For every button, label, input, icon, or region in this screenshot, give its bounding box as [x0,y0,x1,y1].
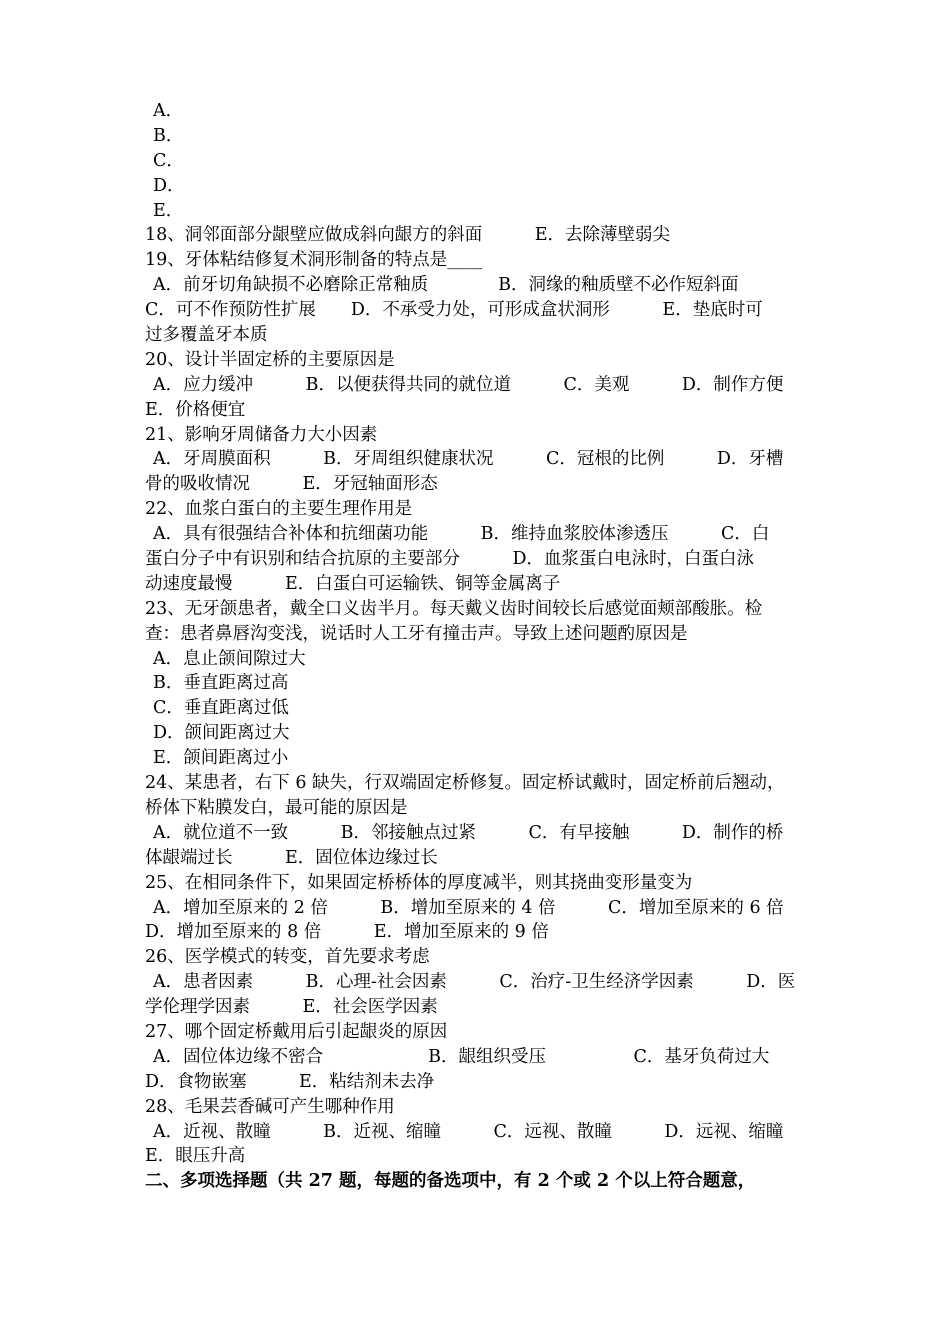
option-line: A．息止颌间隙过大 [153,648,306,669]
option-line: 动速度最慢 E．白蛋白可运输铁、铜等金属离子 [145,573,561,594]
question-19: 19、牙体粘结修复术洞形制备的特点是____ [145,250,483,271]
option-line: 骨的吸收情况 E．牙冠轴面形态 [145,474,438,495]
option-line: A． [153,101,184,121]
option-line: D．食物嵌塞 E．粘结剂未去净 [145,1071,435,1092]
option-line: A．就位道不一致 B．邻接触点过紧 C．有早接触 D．制作的桥 [153,822,784,843]
option-line: A．前牙切角缺损不必磨除正常釉质 B．洞缘的釉质壁不必作短斜面 [153,275,739,296]
option-line: E．价格便宜 [145,399,246,420]
option-line: A．牙周膜面积 B．牙周组织健康状况 C．冠根的比例 D．牙槽 [153,449,784,470]
question-23-cont: 查：患者鼻唇沟变浅，说话时人工牙有撞击声。导致上述问题酌原因是 [145,623,688,644]
option-line: C．垂直距离过低 [153,698,289,719]
option-line: C． [153,150,184,171]
option-line: E． [153,200,184,221]
option-line: E．眼压升高 [145,1146,246,1167]
option-line: D．颌间距离过大 [153,723,290,744]
question-25: 25、在相同条件下，如果固定桥桥体的厚度减半，则其挠曲变形量变为 [145,872,693,893]
option-line: A．应力缓冲 B．以便获得共同的就位道 C．美观 D．制作方便 [153,374,784,395]
option-line: 体龈端过长 E．固位体边缘过长 [145,847,438,868]
question-24: 24、某患者，右下 6 缺失，行双端固定桥修复。固定桥试戴时，固定桥前后翘动， [145,773,785,794]
question-20: 20、设计半固定桥的主要原因是 [145,349,395,370]
question-27: 27、哪个固定桥戴用后引起龈炎的原因 [145,1021,448,1042]
option-line: 过多覆盖牙本质 [145,325,268,346]
option-line: A．具有很强结合补体和抗细菌功能 B．维持血浆胶体渗透压 C．白 [153,524,770,545]
option-line: 学伦理学因素 E．社会医学因素 [145,997,438,1018]
section-heading: 二、多项选择题（共 27 题，每题的备选项中，有 2 个或 2 个以上符合题意， [145,1171,756,1192]
option-line: A．近视、散瞳 B．近视、缩瞳 C．远视、散瞳 D．远视、缩瞳 [153,1121,784,1142]
option-line: C．可不作预防性扩展 D．不承受力处，可形成盒状洞形 E．垫底时可 [145,300,763,321]
question-22: 22、血浆白蛋白的主要生理作用是 [145,499,413,520]
option-line: A．固位体边缘不密合 B．龈组织受压 C．基牙负荷过大 [153,1046,770,1067]
question-24-cont: 桥体下粘膜发白，最可能的原因是 [145,797,408,818]
option-line: E．颌间距离过小 [153,748,289,769]
option-line: B． [153,125,184,146]
option-line: D． [153,175,185,196]
document-page [145,99,825,1194]
question-28: 28、毛果芸香碱可产生哪种作用 [145,1096,395,1117]
option-line: A．增加至原来的 2 倍 B．增加至原来的 4 倍 C．增加至原来的 6 倍 [153,897,784,918]
question-18: 18、洞邻面部分龈壁应做成斜向龈方的斜面 E．去除薄壁弱尖 [145,225,671,246]
option-line: 蛋白分子中有识别和结合抗原的主要部分 D．血浆蛋白电泳时，白蛋白泳 [145,549,755,570]
question-23: 23、无牙颌患者，戴全口义齿半月。每天戴义齿时间较长后感觉面颊部酸胀。检 [145,598,763,619]
question-26: 26、医学模式的转变，首先要求考虑 [145,947,430,968]
option-line: A．患者因素 B．心理-社会因素 C．治疗-卫生经济学因素 D．医 [153,972,796,993]
option-line: B．垂直距离过高 [153,673,289,694]
question-21: 21、影响牙周储备力大小因素 [145,424,378,445]
option-line: D．增加至原来的 8 倍 E．增加至原来的 9 倍 [145,922,549,943]
